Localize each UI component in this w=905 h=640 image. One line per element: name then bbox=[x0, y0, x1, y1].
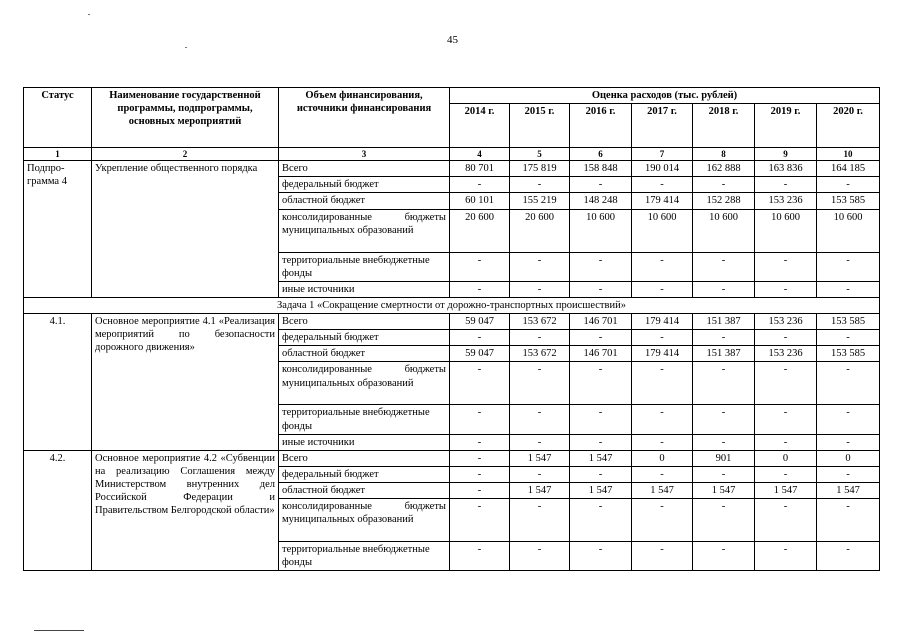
amount-cell: - bbox=[632, 434, 693, 450]
amount-cell: 155 219 bbox=[510, 193, 570, 209]
funding-source: областной бюджет bbox=[279, 346, 450, 362]
amount-cell: - bbox=[632, 499, 693, 542]
funding-source: Всего bbox=[279, 314, 450, 330]
amount-cell: 59 047 bbox=[450, 346, 510, 362]
table-row bbox=[24, 450, 880, 466]
task-title: Задача 1 «Сокращение смертности от дорожно-транспортных происшествий» bbox=[24, 297, 880, 313]
amount-cell: - bbox=[693, 499, 755, 542]
amount-cell: 153 672 bbox=[510, 346, 570, 362]
amount-cell: - bbox=[817, 281, 880, 297]
amount-cell: 153 236 bbox=[755, 346, 817, 362]
amount-cell: - bbox=[755, 542, 817, 571]
year-header: 2018 г. bbox=[693, 104, 755, 148]
funding-source: консолидированные бюджеты муниципальных образований bbox=[279, 499, 450, 542]
amount-cell: - bbox=[755, 177, 817, 193]
amount-cell: - bbox=[450, 405, 510, 434]
amount-cell: - bbox=[632, 362, 693, 405]
scan-edge-mark bbox=[34, 630, 84, 631]
amount-cell: - bbox=[693, 177, 755, 193]
column-number: 9 bbox=[755, 148, 817, 161]
row-name: Основное мероприятие 4.2 «Субвенции на реализацию Соглашения между Министерством внутренних дел Российской Федерации и Правительством Белгородской области» bbox=[92, 450, 279, 571]
amount-cell: - bbox=[450, 362, 510, 405]
amount-cell: 20 600 bbox=[510, 209, 570, 252]
year-header: 2020 г. bbox=[817, 104, 880, 148]
funding-source: федеральный бюджет bbox=[279, 330, 450, 346]
amount-cell: - bbox=[755, 434, 817, 450]
amount-cell: - bbox=[450, 483, 510, 499]
amount-cell: 179 414 bbox=[632, 193, 693, 209]
amount-cell: - bbox=[755, 281, 817, 297]
funding-source: территориальные внебюджетные фонды bbox=[279, 252, 450, 281]
funding-source: консолидированные бюджеты муниципальных образований bbox=[279, 209, 450, 252]
amount-cell: - bbox=[817, 330, 880, 346]
amount-cell: - bbox=[632, 330, 693, 346]
amount-cell: - bbox=[755, 466, 817, 482]
amount-cell: 1 547 bbox=[755, 483, 817, 499]
amount-cell: - bbox=[755, 499, 817, 542]
amount-cell: - bbox=[755, 330, 817, 346]
amount-cell: 179 414 bbox=[632, 314, 693, 330]
amount-cell: - bbox=[755, 405, 817, 434]
amount-cell: - bbox=[570, 466, 632, 482]
amount-cell: - bbox=[510, 177, 570, 193]
year-header: 2019 г. bbox=[755, 104, 817, 148]
amount-cell: - bbox=[817, 466, 880, 482]
table-row bbox=[24, 314, 880, 330]
column-number: 4 bbox=[450, 148, 510, 161]
funding-source: иные источники bbox=[279, 434, 450, 450]
row-name: Укрепление общественного порядка bbox=[92, 161, 279, 298]
amount-cell: 162 888 bbox=[693, 161, 755, 177]
amount-cell: - bbox=[693, 252, 755, 281]
amount-cell: 151 387 bbox=[693, 346, 755, 362]
amount-cell: - bbox=[450, 466, 510, 482]
amount-cell: 164 185 bbox=[817, 161, 880, 177]
amount-cell: - bbox=[693, 330, 755, 346]
table-row bbox=[24, 161, 880, 177]
funding-source: Всего bbox=[279, 161, 450, 177]
amount-cell: - bbox=[450, 177, 510, 193]
amount-cell: 148 248 bbox=[570, 193, 632, 209]
amount-cell: 153 672 bbox=[510, 314, 570, 330]
amount-cell: 0 bbox=[632, 450, 693, 466]
amount-cell: 80 701 bbox=[450, 161, 510, 177]
amount-cell: - bbox=[450, 281, 510, 297]
amount-cell: - bbox=[570, 252, 632, 281]
amount-cell: 151 387 bbox=[693, 314, 755, 330]
amount-cell: 146 701 bbox=[570, 346, 632, 362]
amount-cell: - bbox=[450, 542, 510, 571]
column-number: 7 bbox=[632, 148, 693, 161]
amount-cell: - bbox=[570, 542, 632, 571]
amount-cell: 10 600 bbox=[570, 209, 632, 252]
amount-cell: - bbox=[632, 177, 693, 193]
amount-cell: 10 600 bbox=[632, 209, 693, 252]
amount-cell: - bbox=[450, 499, 510, 542]
amount-cell: - bbox=[817, 405, 880, 434]
amount-cell: - bbox=[510, 466, 570, 482]
amount-cell: 60 101 bbox=[450, 193, 510, 209]
amount-cell: - bbox=[570, 405, 632, 434]
amount-cell: - bbox=[817, 252, 880, 281]
scan-speck bbox=[185, 47, 187, 48]
amount-cell: 163 836 bbox=[755, 161, 817, 177]
header-estimate: Оценка расходов (тыс. рублей) bbox=[450, 88, 880, 104]
amount-cell: 190 014 bbox=[632, 161, 693, 177]
row-status: Подпро-грамма 4 bbox=[24, 161, 92, 298]
amount-cell: 901 bbox=[693, 450, 755, 466]
amount-cell: - bbox=[510, 281, 570, 297]
amount-cell: - bbox=[510, 330, 570, 346]
amount-cell: - bbox=[632, 542, 693, 571]
row-status: 4.1. bbox=[24, 314, 92, 451]
task-row bbox=[24, 297, 880, 313]
amount-cell: 10 600 bbox=[817, 209, 880, 252]
amount-cell: - bbox=[510, 405, 570, 434]
amount-cell: - bbox=[632, 405, 693, 434]
amount-cell: - bbox=[693, 405, 755, 434]
year-header: 2017 г. bbox=[632, 104, 693, 148]
amount-cell: - bbox=[450, 252, 510, 281]
amount-cell: - bbox=[450, 434, 510, 450]
amount-cell: 1 547 bbox=[693, 483, 755, 499]
amount-cell: - bbox=[693, 542, 755, 571]
header-status: Статус bbox=[24, 88, 92, 148]
amount-cell: - bbox=[693, 362, 755, 405]
amount-cell: 153 236 bbox=[755, 314, 817, 330]
column-number: 5 bbox=[510, 148, 570, 161]
year-header: 2015 г. bbox=[510, 104, 570, 148]
amount-cell: 153 236 bbox=[755, 193, 817, 209]
year-header: 2014 г. bbox=[450, 104, 510, 148]
row-status: 4.2. bbox=[24, 450, 92, 571]
amount-cell: - bbox=[510, 434, 570, 450]
amount-cell: 10 600 bbox=[755, 209, 817, 252]
amount-cell: - bbox=[450, 450, 510, 466]
column-number: 10 bbox=[817, 148, 880, 161]
amount-cell: 59 047 bbox=[450, 314, 510, 330]
amount-cell: 1 547 bbox=[632, 483, 693, 499]
funding-source: территориальные внебюджетные фонды bbox=[279, 405, 450, 434]
amount-cell: - bbox=[817, 499, 880, 542]
funding-source: консолидированные бюджеты муниципальных образований bbox=[279, 362, 450, 405]
amount-cell: 153 585 bbox=[817, 314, 880, 330]
amount-cell: - bbox=[817, 177, 880, 193]
amount-cell: - bbox=[693, 281, 755, 297]
amount-cell: - bbox=[510, 362, 570, 405]
amount-cell: - bbox=[570, 177, 632, 193]
page-number: 45 bbox=[447, 34, 458, 46]
amount-cell: 1 547 bbox=[817, 483, 880, 499]
funding-source: территориальные внебюджетные фонды bbox=[279, 542, 450, 571]
amount-cell: - bbox=[755, 252, 817, 281]
scan-speck bbox=[88, 14, 90, 15]
amount-cell: 1 547 bbox=[570, 450, 632, 466]
amount-cell: - bbox=[450, 330, 510, 346]
amount-cell: - bbox=[632, 466, 693, 482]
amount-cell: 0 bbox=[817, 450, 880, 466]
amount-cell: 1 547 bbox=[570, 483, 632, 499]
header-name: Наименование государственной программы, подпрограммы, основных мероприятий bbox=[92, 88, 279, 148]
amount-cell: 0 bbox=[755, 450, 817, 466]
amount-cell: 153 585 bbox=[817, 346, 880, 362]
financing-table bbox=[23, 87, 880, 571]
amount-cell: - bbox=[693, 434, 755, 450]
funding-source: иные источники bbox=[279, 281, 450, 297]
funding-source: областной бюджет bbox=[279, 193, 450, 209]
amount-cell: - bbox=[510, 499, 570, 542]
amount-cell: - bbox=[632, 252, 693, 281]
funding-source: федеральный бюджет bbox=[279, 466, 450, 482]
column-number: 8 bbox=[693, 148, 755, 161]
amount-cell: 175 819 bbox=[510, 161, 570, 177]
amount-cell: - bbox=[510, 542, 570, 571]
column-number: 1 bbox=[24, 148, 92, 161]
funding-source: областной бюджет bbox=[279, 483, 450, 499]
amount-cell: - bbox=[570, 330, 632, 346]
amount-cell: 146 701 bbox=[570, 314, 632, 330]
amount-cell: 152 288 bbox=[693, 193, 755, 209]
funding-source: федеральный бюджет bbox=[279, 177, 450, 193]
header-volume: Объем финансирования, источники финансирования bbox=[279, 88, 450, 148]
amount-cell: - bbox=[510, 252, 570, 281]
amount-cell: 10 600 bbox=[693, 209, 755, 252]
column-number: 3 bbox=[279, 148, 450, 161]
amount-cell: 20 600 bbox=[450, 209, 510, 252]
amount-cell: - bbox=[817, 542, 880, 571]
amount-cell: 158 848 bbox=[570, 161, 632, 177]
amount-cell: 153 585 bbox=[817, 193, 880, 209]
amount-cell: - bbox=[632, 281, 693, 297]
amount-cell: 1 547 bbox=[510, 483, 570, 499]
amount-cell: 179 414 bbox=[632, 346, 693, 362]
amount-cell: - bbox=[570, 362, 632, 405]
column-number: 6 bbox=[570, 148, 632, 161]
column-number: 2 bbox=[92, 148, 279, 161]
amount-cell: - bbox=[817, 362, 880, 405]
amount-cell: - bbox=[570, 281, 632, 297]
year-header: 2016 г. bbox=[570, 104, 632, 148]
amount-cell: - bbox=[570, 499, 632, 542]
amount-cell: - bbox=[755, 362, 817, 405]
funding-source: Всего bbox=[279, 450, 450, 466]
amount-cell: 1 547 bbox=[510, 450, 570, 466]
amount-cell: - bbox=[817, 434, 880, 450]
amount-cell: - bbox=[693, 466, 755, 482]
row-name: Основное мероприятие 4.1 «Реализация мероприятий по безопасности дорожного движения» bbox=[92, 314, 279, 451]
amount-cell: - bbox=[570, 434, 632, 450]
